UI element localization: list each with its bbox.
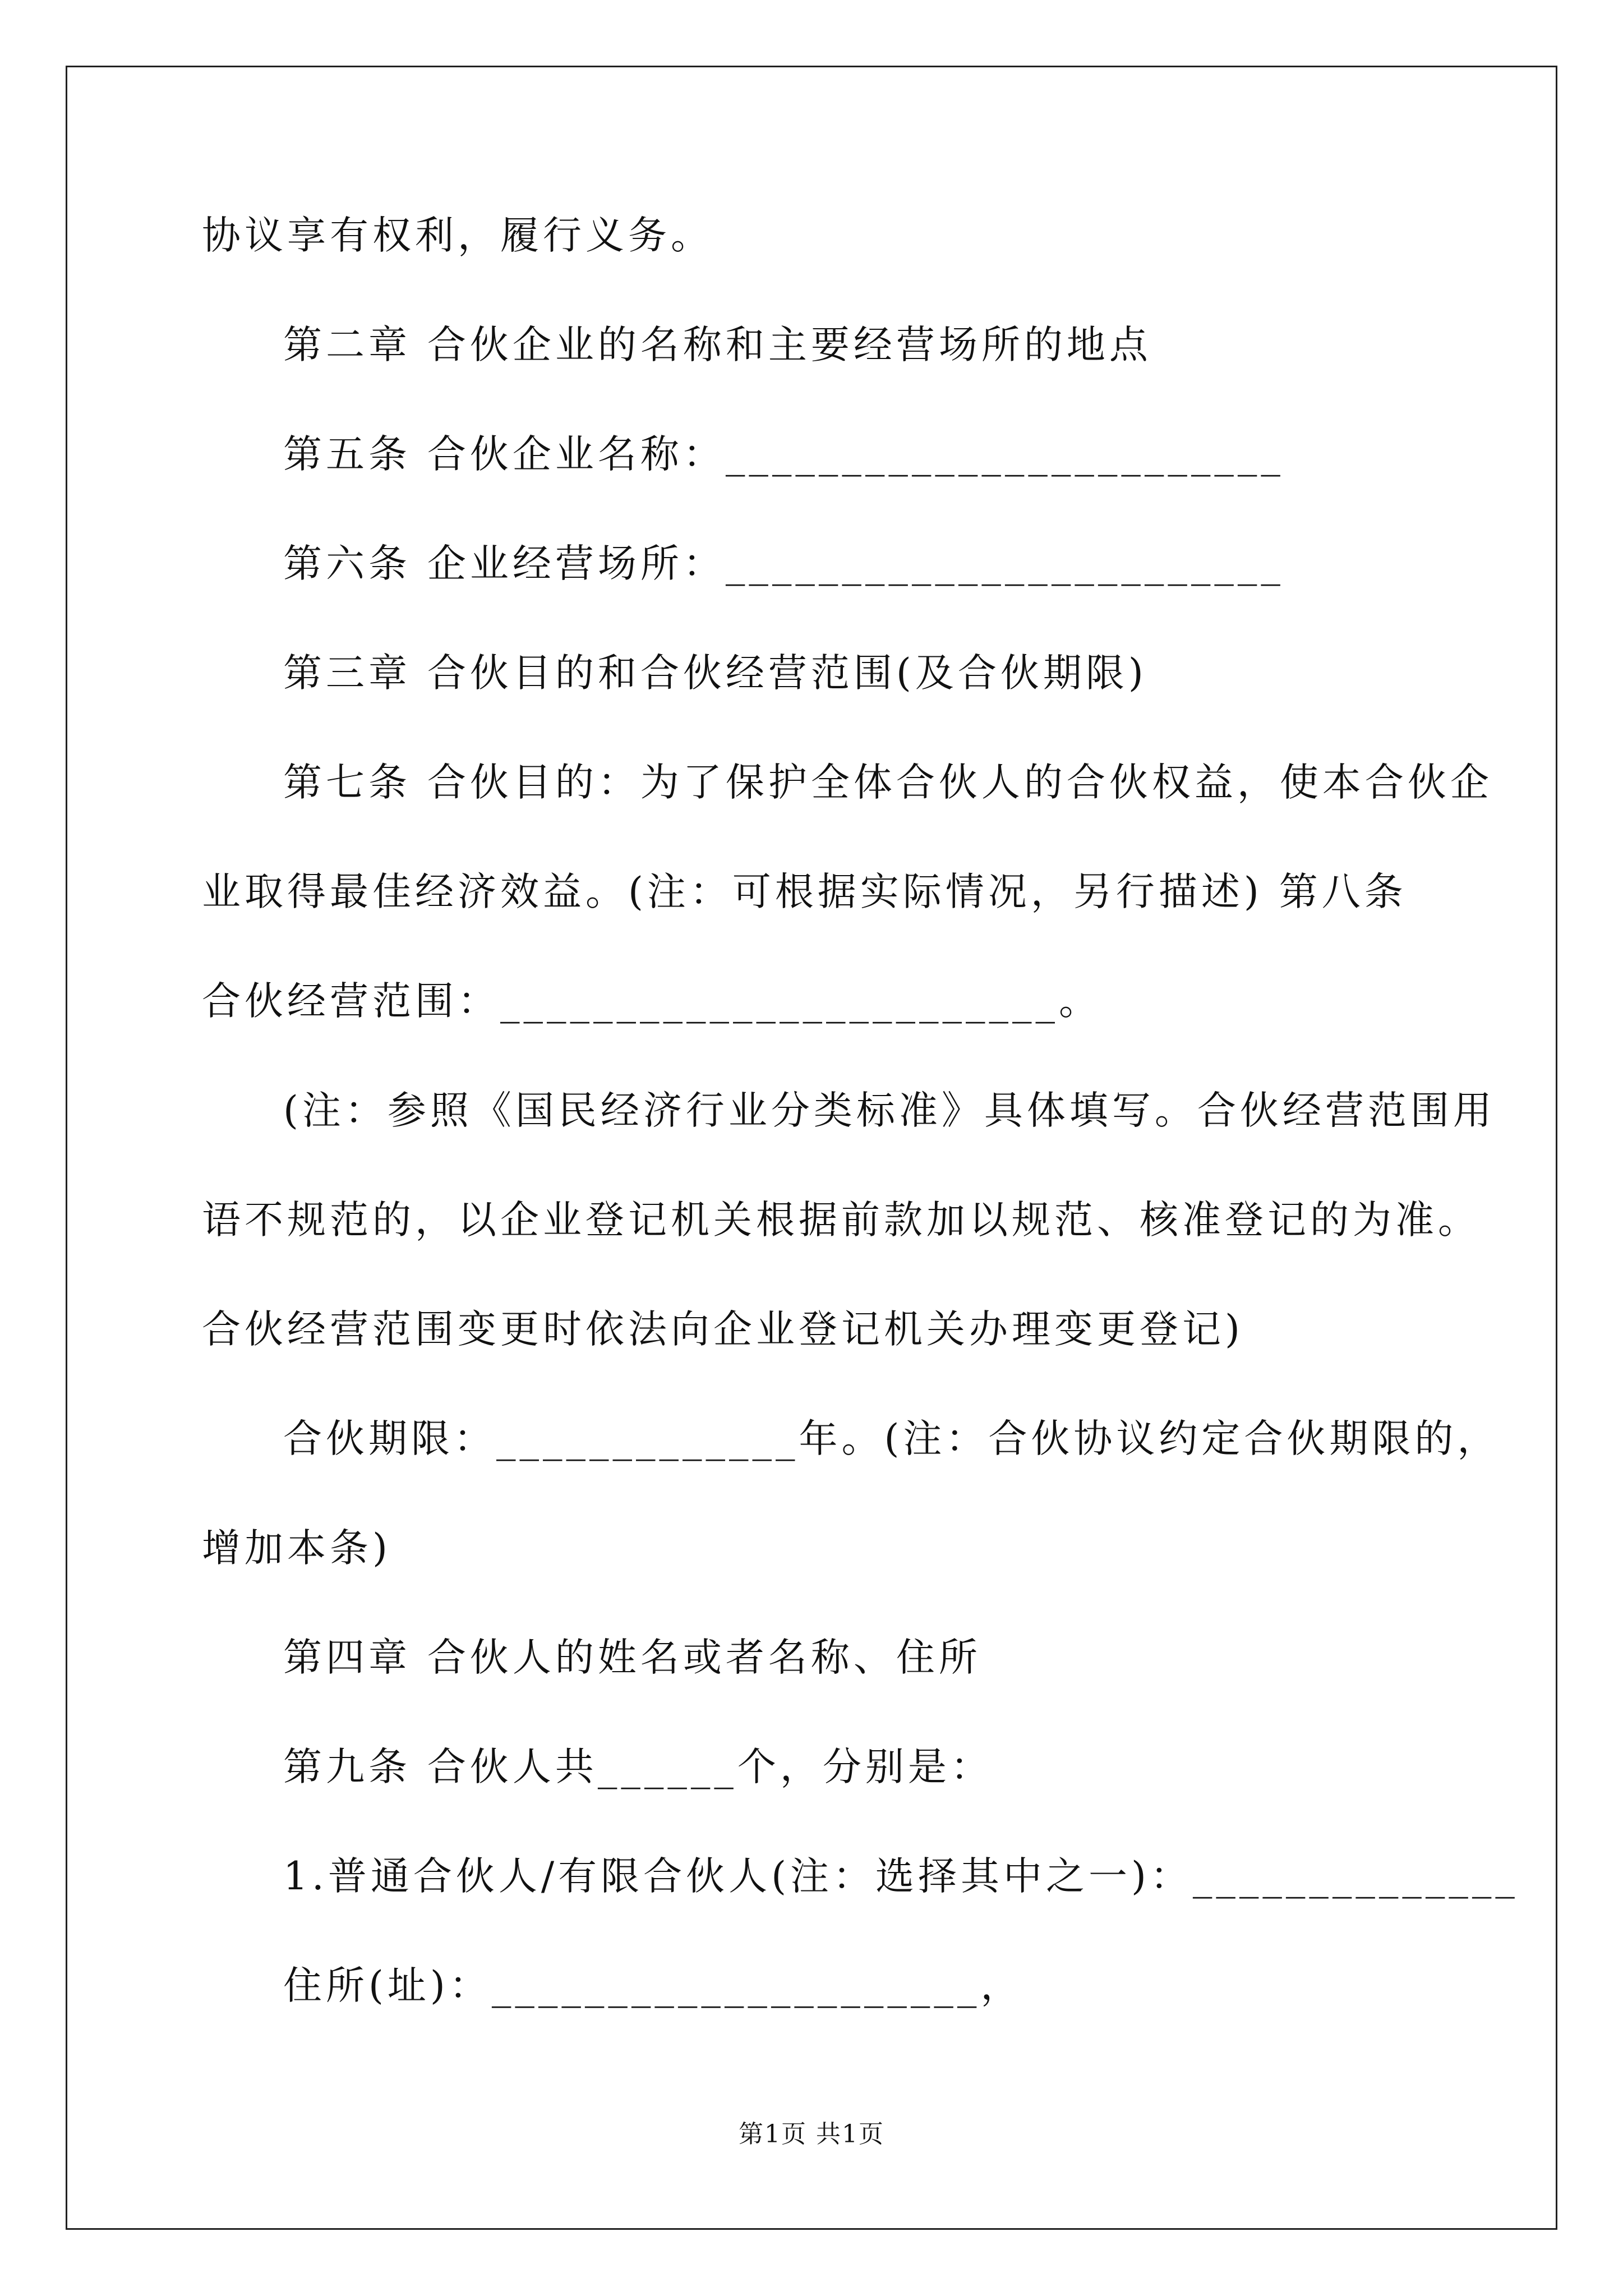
text-line: 业取得最佳经济效益。(注：可根据实际情况，另行描述) 第八条 [202,869,1407,914]
text-line: 协议享有权利，履行义务。 [202,213,713,258]
text-line: 合伙期限：_____________年。(注：合伙协议约定合伙期限的， [283,1416,1500,1461]
page-footer: 第1页 共1页 [739,2120,884,2148]
note-line: (注：参照《国民经济行业分类标准》具体填写。合伙经营范围用 [283,1088,1496,1133]
text-line: 语不规范的，以企业登记机关根据前款加以规范、核准登记的为准。 [202,1198,1481,1243]
text-line: 住所(址)：_____________________， [283,1963,1023,2008]
text-line: 1.普通合伙人/有限合伙人(注：选择其中之一)：______________ [283,1854,1519,1899]
chapter-heading: 第三章 合伙目的和合伙经营范围(及合伙期限) [283,651,1147,696]
page-border [66,66,1557,2230]
text-line: 合伙经营范围变更时依法向企业登记机关办理变更登记) [202,1307,1244,1352]
text-line: 合伙经营范围：________________________。 [202,979,1101,1024]
chapter-heading: 第二章 合伙企业的名称和主要经营场所的地点 [283,323,1152,367]
article-line: 第五条 合伙企业名称：________________________ [283,432,1284,477]
text-line: 增加本条) [202,1526,391,1571]
article-line: 第六条 企业经营场所：________________________ [283,541,1284,586]
chapter-heading: 第四章 合伙人的姓名或者名称、住所 [283,1635,981,1680]
article-line: 第九条 合伙人共______个，分别是： [283,1745,993,1789]
article-line: 第七条 合伙目的：为了保护全体合伙人的合伙权益，使本合伙企 [283,760,1493,805]
